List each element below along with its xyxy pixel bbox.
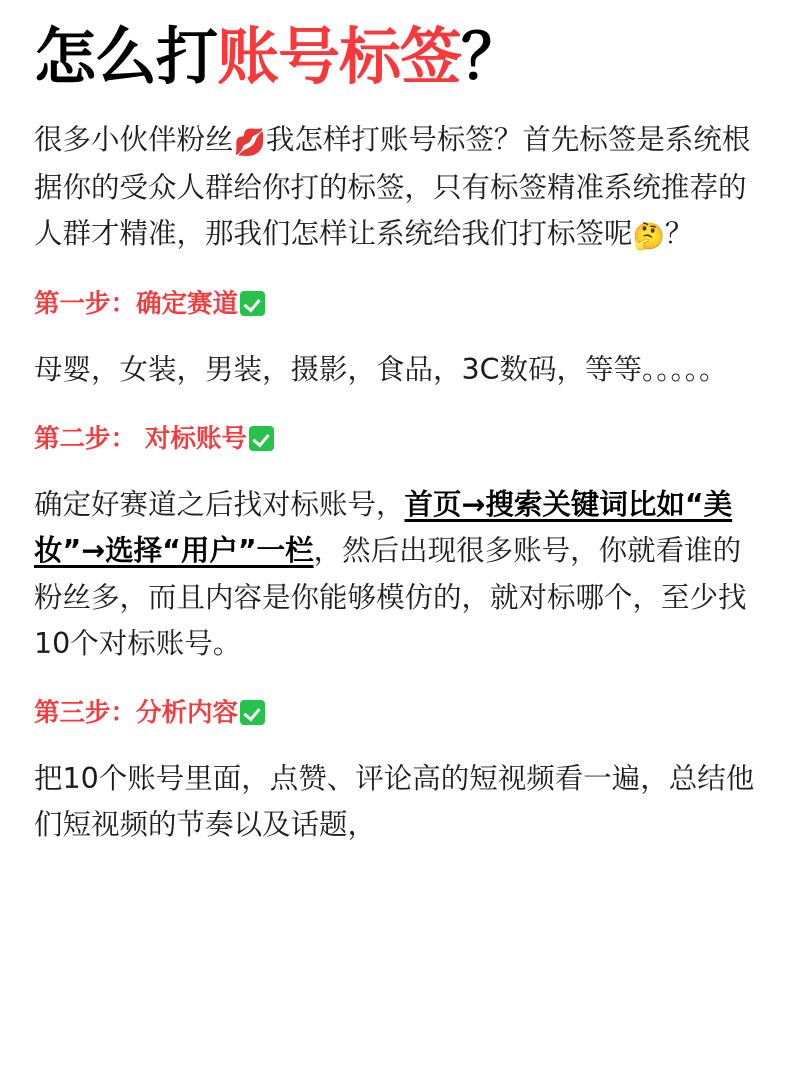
intro-text-a: 很多小伙伴粉丝: [34, 123, 234, 157]
step-2-body-tail: ，然后出现很多账号，你就看谁的粉丝多，而且内容是你能够模仿的，就对标哪个，至少找10个对标账号。: [34, 534, 747, 660]
green-check-icon: [240, 291, 265, 316]
step-2-body: [34, 482, 766, 667]
intro-text-b: 我怎样打账号标签？首先标签是系统根据你的受众人群给你打的标签，只有标签精准系统推荐的人群才精准，那我们怎样让系统给我们打标签呢: [34, 123, 751, 250]
lips-emoji-icon: 💋: [233, 128, 266, 159]
step-3-body: 把10个账号里面，点赞、评论高的短视频看一遍，总结他们短视频的节奏以及话题，: [34, 762, 755, 842]
step-2-body-emphasis: 首页→搜索关键词比如“美妆”→选择“用户”一栏: [34, 488, 733, 568]
page-title: [34, 22, 766, 91]
green-check-icon: [249, 426, 274, 451]
page-title-part3: ？: [461, 20, 523, 93]
intro-paragraph: [34, 117, 766, 257]
step-3-heading: [34, 697, 766, 730]
page-title-part1: 怎么打: [34, 20, 218, 93]
step-1-heading: [34, 288, 766, 321]
step-2-heading-text: 第二步： 对标账号: [34, 424, 247, 455]
step-2-heading: [34, 423, 766, 456]
step-1-body: 母婴，女装，男装，摄影，食品，3C数码，等等。。。。。: [34, 352, 728, 386]
green-check-icon: [240, 700, 265, 725]
intro-text-c: ？: [664, 216, 694, 250]
step-1-heading-text: 第一步：确定赛道: [34, 288, 239, 319]
page-title-highlight: 账号标签: [217, 20, 462, 93]
step-2-body-lead: 确定好赛道之后找对标账号，: [34, 488, 405, 522]
thinking-face-emoji-icon: 🤔: [632, 221, 665, 252]
step-3-heading-text: 第三步：分析内容: [34, 697, 239, 728]
